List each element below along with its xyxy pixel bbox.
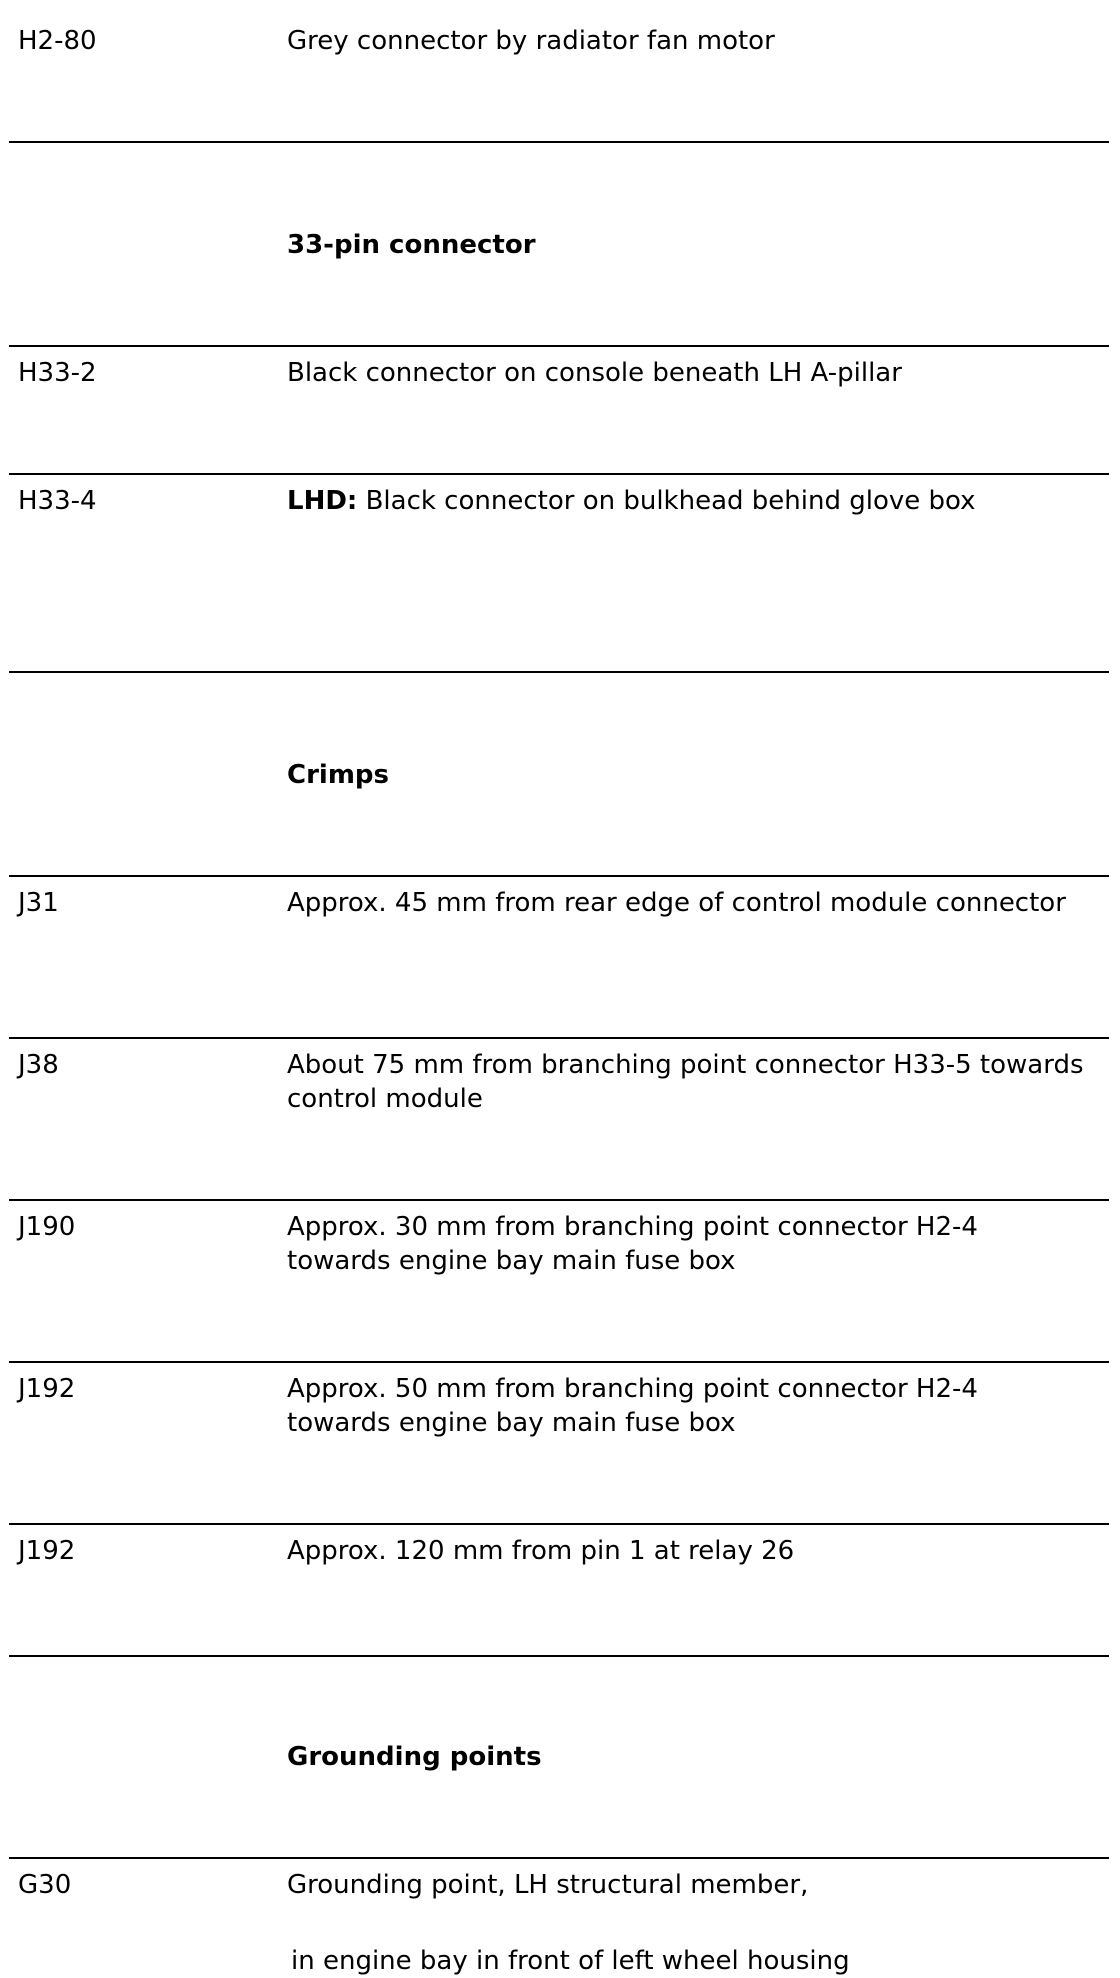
row-description: Approx. 45 mm from rear edge of control module connector bbox=[287, 888, 1066, 918]
row-description: About 75 mm from branching point connector H33-5 towards control module bbox=[287, 1050, 1084, 1114]
row-divider bbox=[9, 1857, 1109, 1859]
section-heading-crimps: Crimps bbox=[287, 760, 389, 790]
row-code: G30 bbox=[18, 1870, 72, 1900]
row-code: H33-2 bbox=[18, 358, 97, 388]
row-divider bbox=[9, 1523, 1109, 1525]
row-divider bbox=[9, 1361, 1109, 1363]
row-code: J192 bbox=[18, 1374, 76, 1404]
row-description: Approx. 50 mm from branching point connector H2-4 towards engine bay main fuse box bbox=[287, 1374, 978, 1438]
row-divider bbox=[9, 1655, 1109, 1657]
row-divider bbox=[9, 345, 1109, 347]
row-description-text: Black connector on bulkhead behind glove box bbox=[357, 486, 976, 516]
row-code: H33-4 bbox=[18, 486, 97, 516]
row-divider bbox=[9, 141, 1109, 143]
section-heading-grounding-points: Grounding points bbox=[287, 1742, 542, 1772]
section-heading-33-pin-connector: 33-pin connector bbox=[287, 230, 536, 260]
lhd-label: LHD: bbox=[287, 486, 358, 516]
row-description: Approx. 120 mm from pin 1 at relay 26 bbox=[287, 1536, 795, 1566]
row-code: J38 bbox=[18, 1050, 59, 1080]
row-divider bbox=[9, 473, 1109, 475]
row-description: Grounding point, LH structural member, bbox=[287, 1870, 809, 1900]
row-description: Black connector on console beneath LH A-pillar bbox=[287, 358, 902, 388]
row-description: Grey connector by radiator fan motor bbox=[287, 26, 775, 56]
row-code: J192 bbox=[18, 1536, 76, 1566]
row-description bbox=[287, 484, 1087, 518]
row-description: Approx. 30 mm from branching point connector H2-4 towards engine bay main fuse box bbox=[287, 1212, 978, 1276]
row-code: J190 bbox=[18, 1212, 76, 1242]
row-divider bbox=[9, 875, 1109, 877]
row-divider bbox=[9, 671, 1109, 673]
row-code: H2-80 bbox=[18, 26, 97, 56]
row-description-continued: in engine bay in front of left wheel housing bbox=[291, 1946, 850, 1976]
row-divider bbox=[9, 1037, 1109, 1039]
row-code: J31 bbox=[18, 888, 59, 918]
row-divider bbox=[9, 1199, 1109, 1201]
